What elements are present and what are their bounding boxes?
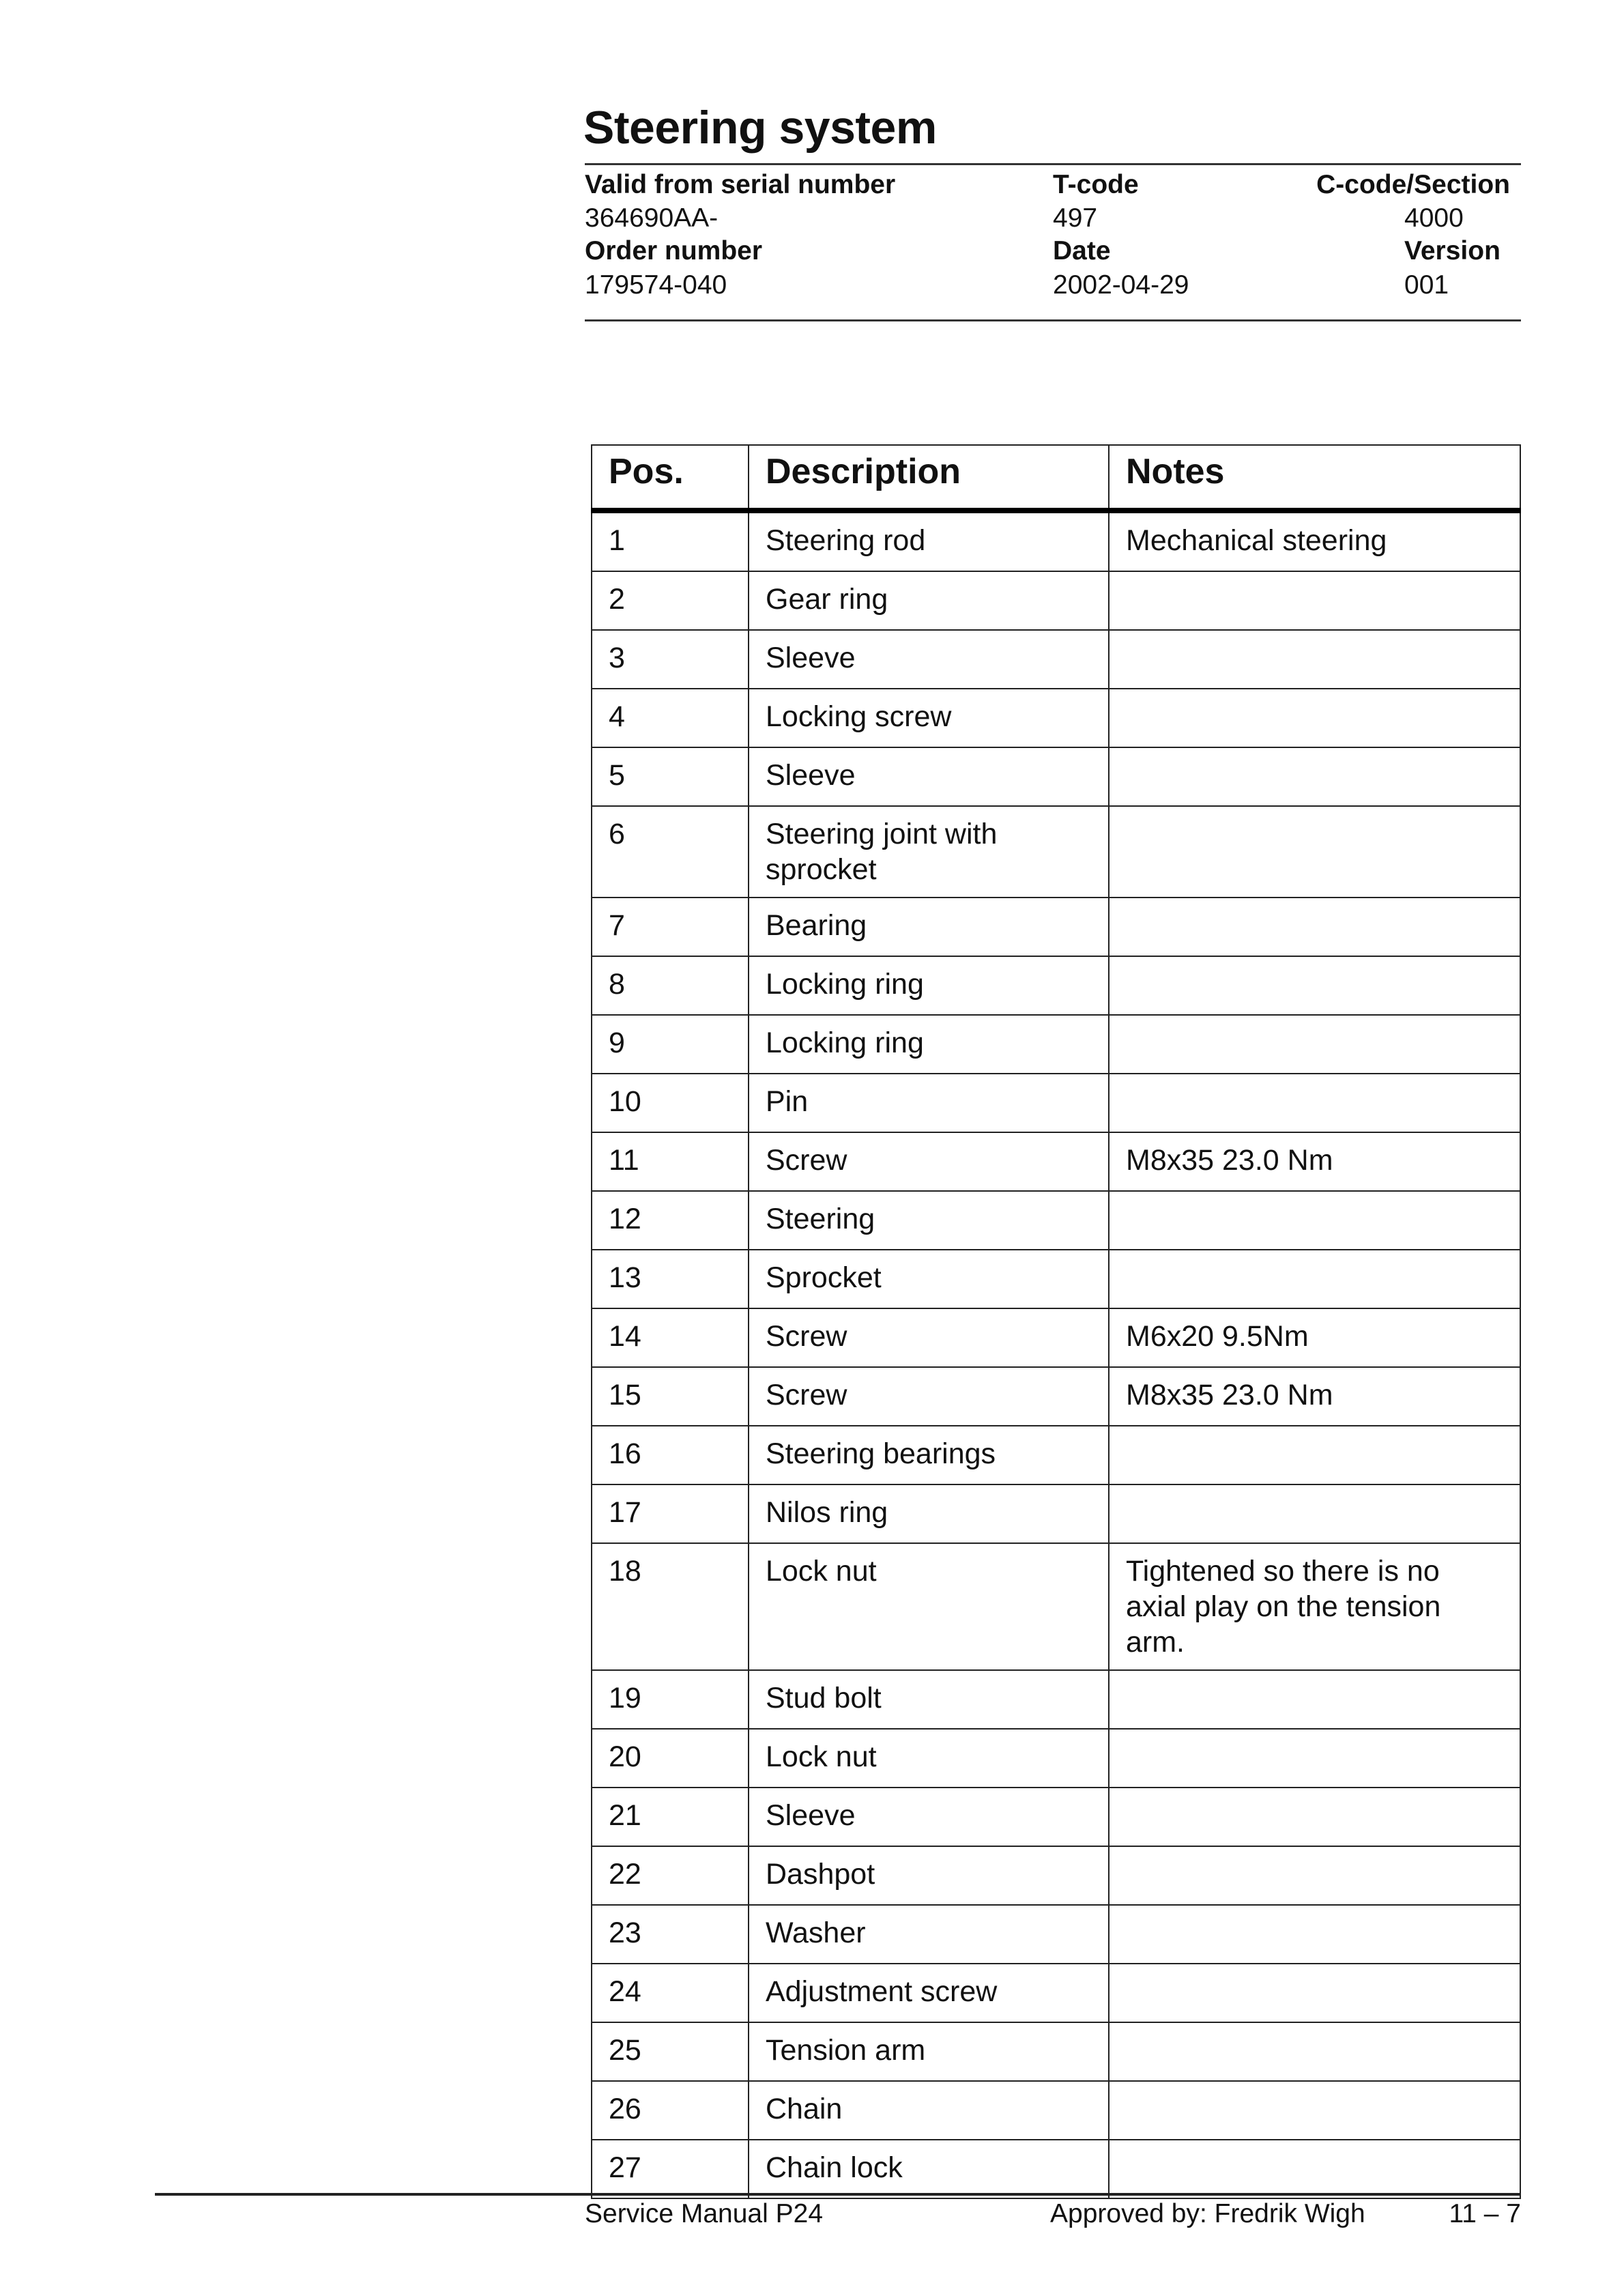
cell-pos: 4 <box>592 689 749 747</box>
order-value: 179574-040 <box>585 270 727 300</box>
table-row <box>592 2081 1520 2140</box>
cell-pos: 9 <box>592 1015 749 1074</box>
table-row <box>592 806 1520 898</box>
cell-pos: 20 <box>592 1729 749 1788</box>
cell-description: Stud bolt <box>749 1670 1109 1729</box>
cell-notes <box>1109 956 1520 1015</box>
cell-description: Sleeve <box>749 1788 1109 1846</box>
cell-pos: 17 <box>592 1484 749 1543</box>
cell-description: Chain <box>749 2081 1109 2140</box>
table-row <box>592 1015 1520 1074</box>
tcode-label: T-code <box>1053 170 1139 199</box>
cell-description: Locking ring <box>749 956 1109 1015</box>
cell-notes <box>1109 2140 1520 2198</box>
cell-notes <box>1109 1964 1520 2022</box>
table-row <box>592 1426 1520 1484</box>
cell-notes <box>1109 689 1520 747</box>
cell-description: Sleeve <box>749 747 1109 806</box>
cell-pos: 11 <box>592 1132 749 1191</box>
cell-description: Tension arm <box>749 2022 1109 2081</box>
table-row <box>592 1132 1520 1191</box>
table-row <box>592 571 1520 630</box>
header-bottom-rule <box>585 319 1521 321</box>
table-row <box>592 1250 1520 1308</box>
table-row <box>592 689 1520 747</box>
cell-pos: 8 <box>592 956 749 1015</box>
cell-notes <box>1109 571 1520 630</box>
tcode-value: 497 <box>1053 203 1098 233</box>
version-value: 001 <box>1404 270 1449 300</box>
table-row <box>592 1905 1520 1964</box>
cell-description: Screw <box>749 1367 1109 1426</box>
serial-label: Valid from serial number <box>585 170 896 199</box>
ccode-label: C-code/Section <box>1316 170 1510 199</box>
cell-notes <box>1109 1670 1520 1729</box>
cell-pos: 27 <box>592 2140 749 2198</box>
cell-description: Steering joint with sprocket <box>749 806 1109 898</box>
cell-notes <box>1109 1905 1520 1964</box>
cell-notes <box>1109 747 1520 806</box>
serial-value: 364690AA- <box>585 203 719 233</box>
cell-notes <box>1109 806 1520 898</box>
parts-table <box>591 444 1521 2199</box>
cell-description: Bearing <box>749 898 1109 956</box>
cell-description: Pin <box>749 1074 1109 1132</box>
cell-notes <box>1109 1484 1520 1543</box>
table-row <box>592 1484 1520 1543</box>
cell-pos: 16 <box>592 1426 749 1484</box>
page-title: Steering system <box>583 102 937 154</box>
cell-notes <box>1109 1015 1520 1074</box>
column-header-pos: Pos. <box>592 445 749 511</box>
cell-notes <box>1109 898 1520 956</box>
footer-manual: Service Manual P24 <box>585 2199 824 2228</box>
table-row <box>592 1670 1520 1729</box>
footer-approved: Approved by: Fredrik Wigh <box>1050 2199 1365 2228</box>
cell-description: Chain lock <box>749 2140 1109 2198</box>
footer-rule <box>155 2193 1521 2196</box>
cell-pos: 22 <box>592 1846 749 1905</box>
cell-notes: M6x20 9.5Nm <box>1109 1308 1520 1367</box>
cell-description: Steering bearings <box>749 1426 1109 1484</box>
cell-notes <box>1109 1074 1520 1132</box>
cell-pos: 26 <box>592 2081 749 2140</box>
cell-description: Nilos ring <box>749 1484 1109 1543</box>
cell-description: Sprocket <box>749 1250 1109 1308</box>
ccode-value: 4000 <box>1404 203 1464 233</box>
table-row <box>592 1729 1520 1788</box>
cell-pos: 1 <box>592 511 749 571</box>
cell-notes <box>1109 2081 1520 2140</box>
cell-notes <box>1109 1729 1520 1788</box>
table-row <box>592 898 1520 956</box>
cell-description: Gear ring <box>749 571 1109 630</box>
cell-pos: 10 <box>592 1074 749 1132</box>
cell-pos: 14 <box>592 1308 749 1367</box>
date-value: 2002-04-29 <box>1053 270 1189 300</box>
table-row <box>592 956 1520 1015</box>
table-row <box>592 2022 1520 2081</box>
cell-pos: 5 <box>592 747 749 806</box>
cell-pos: 6 <box>592 806 749 898</box>
table-row <box>592 1964 1520 2022</box>
table-row <box>592 1788 1520 1846</box>
cell-description: Locking screw <box>749 689 1109 747</box>
cell-notes: Tightened so there is no axial play on the tension arm. <box>1109 1543 1520 1670</box>
table-row <box>592 1308 1520 1367</box>
cell-description: Adjustment screw <box>749 1964 1109 2022</box>
cell-notes <box>1109 1426 1520 1484</box>
cell-notes <box>1109 1788 1520 1846</box>
cell-pos: 23 <box>592 1905 749 1964</box>
table-row <box>592 630 1520 689</box>
cell-pos: 7 <box>592 898 749 956</box>
table-row <box>592 511 1520 571</box>
cell-notes: M8x35 23.0 Nm <box>1109 1132 1520 1191</box>
cell-notes: Mechanical steering <box>1109 511 1520 571</box>
table-row <box>592 1367 1520 1426</box>
cell-pos: 19 <box>592 1670 749 1729</box>
column-header-description: Description <box>749 445 1109 511</box>
table-row <box>592 2140 1520 2198</box>
cell-pos: 15 <box>592 1367 749 1426</box>
cell-notes <box>1109 1846 1520 1905</box>
table-row <box>592 1074 1520 1132</box>
footer-page-number: 11 – 7 <box>1449 2199 1521 2228</box>
table-row <box>592 1543 1520 1670</box>
cell-description: Dashpot <box>749 1846 1109 1905</box>
table-header-row <box>592 445 1520 511</box>
table-row <box>592 1191 1520 1250</box>
table-row <box>592 747 1520 806</box>
cell-pos: 13 <box>592 1250 749 1308</box>
cell-description: Screw <box>749 1132 1109 1191</box>
cell-description: Steering <box>749 1191 1109 1250</box>
cell-description: Steering rod <box>749 511 1109 571</box>
cell-notes: M8x35 23.0 Nm <box>1109 1367 1520 1426</box>
cell-notes <box>1109 2022 1520 2081</box>
cell-pos: 3 <box>592 630 749 689</box>
cell-notes <box>1109 1191 1520 1250</box>
column-header-notes: Notes <box>1109 445 1520 511</box>
cell-description: Sleeve <box>749 630 1109 689</box>
date-label: Date <box>1053 236 1111 266</box>
table-row <box>592 1846 1520 1905</box>
cell-description: Washer <box>749 1905 1109 1964</box>
cell-description: Lock nut <box>749 1543 1109 1670</box>
cell-pos: 18 <box>592 1543 749 1670</box>
cell-pos: 24 <box>592 1964 749 2022</box>
cell-description: Screw <box>749 1308 1109 1367</box>
version-label: Version <box>1404 236 1500 266</box>
order-label: Order number <box>585 236 763 266</box>
cell-description: Locking ring <box>749 1015 1109 1074</box>
cell-pos: 25 <box>592 2022 749 2081</box>
cell-pos: 2 <box>592 571 749 630</box>
cell-notes <box>1109 1250 1520 1308</box>
cell-description: Lock nut <box>749 1729 1109 1788</box>
header-top-rule <box>585 163 1521 165</box>
cell-pos: 12 <box>592 1191 749 1250</box>
cell-pos: 21 <box>592 1788 749 1846</box>
cell-notes <box>1109 630 1520 689</box>
